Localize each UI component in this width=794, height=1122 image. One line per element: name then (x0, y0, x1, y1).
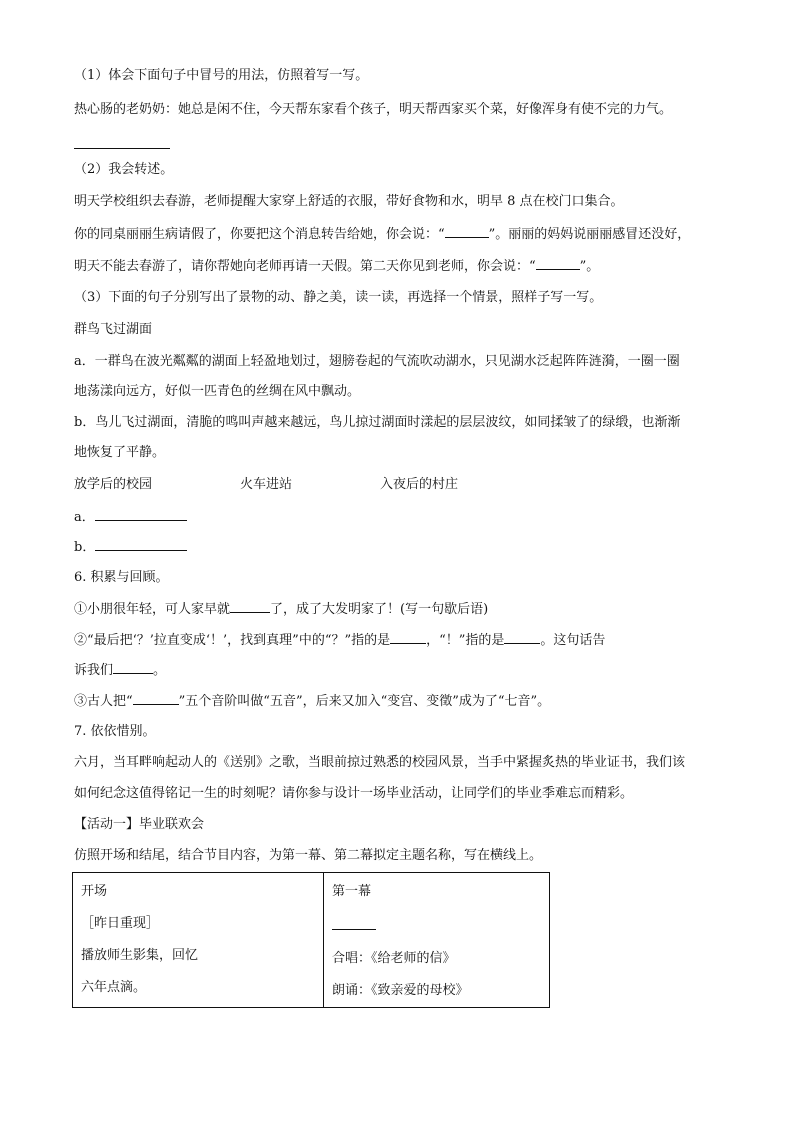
scene-option-2: 火车进站 (240, 477, 293, 492)
q6-item3 (74, 692, 550, 711)
scene-option-3: 入夜后的村庄 (380, 477, 459, 492)
opening-theme: ［昨日重现］ (81, 916, 160, 931)
text: 你的同桌丽丽生病请假了，你要把这个消息转告给她，你会说：“ (74, 227, 445, 242)
q5-part2-line3 (74, 257, 599, 276)
q5-part3-a-line2: 地荡漾向远方，好似一匹青色的丝绸在风中飘动。 (74, 384, 361, 399)
opening-desc-line2: 六年点滴。 (81, 980, 147, 995)
answer-line[interactable] (74, 148, 170, 149)
answer-blank[interactable] (95, 538, 187, 551)
answer-blank[interactable] (95, 508, 187, 521)
answer-blank[interactable] (536, 257, 580, 270)
answer-blank[interactable] (390, 631, 426, 644)
text: 。这句话告 (540, 633, 606, 648)
q5-part2-heading: （2）我会转述。 (74, 162, 174, 177)
opening-desc-line1: 播放师生影集，回忆 (81, 948, 199, 963)
answer-blank[interactable] (133, 692, 179, 705)
q6-item1 (74, 600, 488, 619)
label: a． (74, 510, 95, 525)
text: 诉我们 (74, 663, 114, 678)
q7-intro-line2: 如何纪念这值得铭记一生的时刻呢？请你参与设计一场毕业活动，让同学们的毕业季难忘而精彩。 (74, 786, 634, 801)
q7-intro-line1: 六月，当耳畔响起动人的《送别》之歌，当眼前掠过熟悉的校园风景，当手中紧握炙热的毕业证书，我们该 (74, 755, 686, 770)
act1-item2: 朗诵：《致亲爱的母校》 (332, 983, 469, 998)
act1-title: 第一幕 (332, 884, 372, 899)
answer-blank[interactable] (332, 915, 376, 930)
answer-blank[interactable] (445, 225, 489, 238)
q6-item2-line2 (74, 661, 166, 680)
q5-part1-sentence: 热心肠的老奶奶：她总是闲不住，今天帮东家看个孩子，明天帮西家买个菜，好像浑身有使不完的力气。 (74, 102, 673, 117)
q5-part2-line1: 明天学校组织去春游，老师提醒大家穿上舒适的衣服，带好食物和水，明早 8 点在校门口集合。 (74, 194, 624, 209)
activity1-title: 【活动一】毕业联欢会 (74, 817, 205, 832)
q6-item2-line1 (74, 631, 605, 650)
text: 明天不能去春游了，请你帮她向老师再请一天假。第二天你见到老师，你会说：“ (74, 259, 536, 274)
q5-part3-heading: （3）下面的句子分别写出了景物的动、静之美，读一读，再选择一个情景，照样子写一写。 (74, 290, 603, 305)
q5-part3-title: 群鸟飞过湖面 (74, 322, 153, 337)
text: ”五个音阶叫做“五音”，后来又加入“变宫、变徵”成为了“七音”。 (178, 694, 551, 709)
answer-a (74, 508, 187, 527)
text: 。 (153, 663, 167, 678)
opening-title: 开场 (81, 884, 108, 899)
act1-item1: 合唱：《给老师的信》 (332, 951, 456, 966)
label: b． (74, 540, 96, 555)
program-table (72, 872, 550, 1008)
q6-heading: 6. 积累与回顾。 (74, 570, 169, 585)
q5-part1-heading: （1）体会下面句子中冒号的用法，仿照着写一写。 (74, 68, 369, 83)
answer-b (74, 538, 187, 557)
q7-instruction: 仿照开场和结尾，结合节目内容，为第一幕、第二幕拟定主题名称，写在横线上。 (74, 848, 543, 863)
answer-blank[interactable] (504, 631, 540, 644)
text: ①小朋很年轻，可人家早就 (74, 602, 231, 617)
q5-part3-b-line2: 地恢复了平静。 (74, 445, 166, 460)
q5-part2-line2 (74, 225, 690, 244)
q5-part3-a-line1: a．一群鸟在波光粼粼的湖面上轻盈地划过，翅膀卷起的气流吹动湖水，只见湖水泛起阵阵涟漪，一圈一圈 (74, 354, 680, 369)
answer-blank[interactable] (230, 600, 270, 613)
text: ”。丽丽的妈妈说丽丽感冒还没好， (488, 227, 691, 242)
text: ②“最后把‘？’拉直变成‘！’，找到真理”中的“？”指的是 (74, 633, 391, 648)
q5-part3-b-line1: b．鸟儿飞过湖面，清脆的鸣叫声越来越远，鸟儿掠过湖面时漾起的层层波纹，如同揉皱了的绿缎，也渐渐 (74, 415, 681, 430)
opening-cell (73, 873, 324, 1008)
q7-heading: 7. 依依惜别。 (74, 724, 156, 739)
act1-cell (324, 873, 550, 1008)
text: ③古人把“ (74, 694, 133, 709)
act1-theme-blank[interactable] (332, 915, 549, 936)
scene-option-1: 放学后的校园 (74, 477, 153, 492)
text: ”。 (579, 259, 600, 274)
text: ，“！”指的是 (426, 633, 505, 648)
text: 了，成了大发明家了！(写一句歇后语) (270, 602, 489, 617)
answer-blank[interactable] (113, 661, 153, 674)
